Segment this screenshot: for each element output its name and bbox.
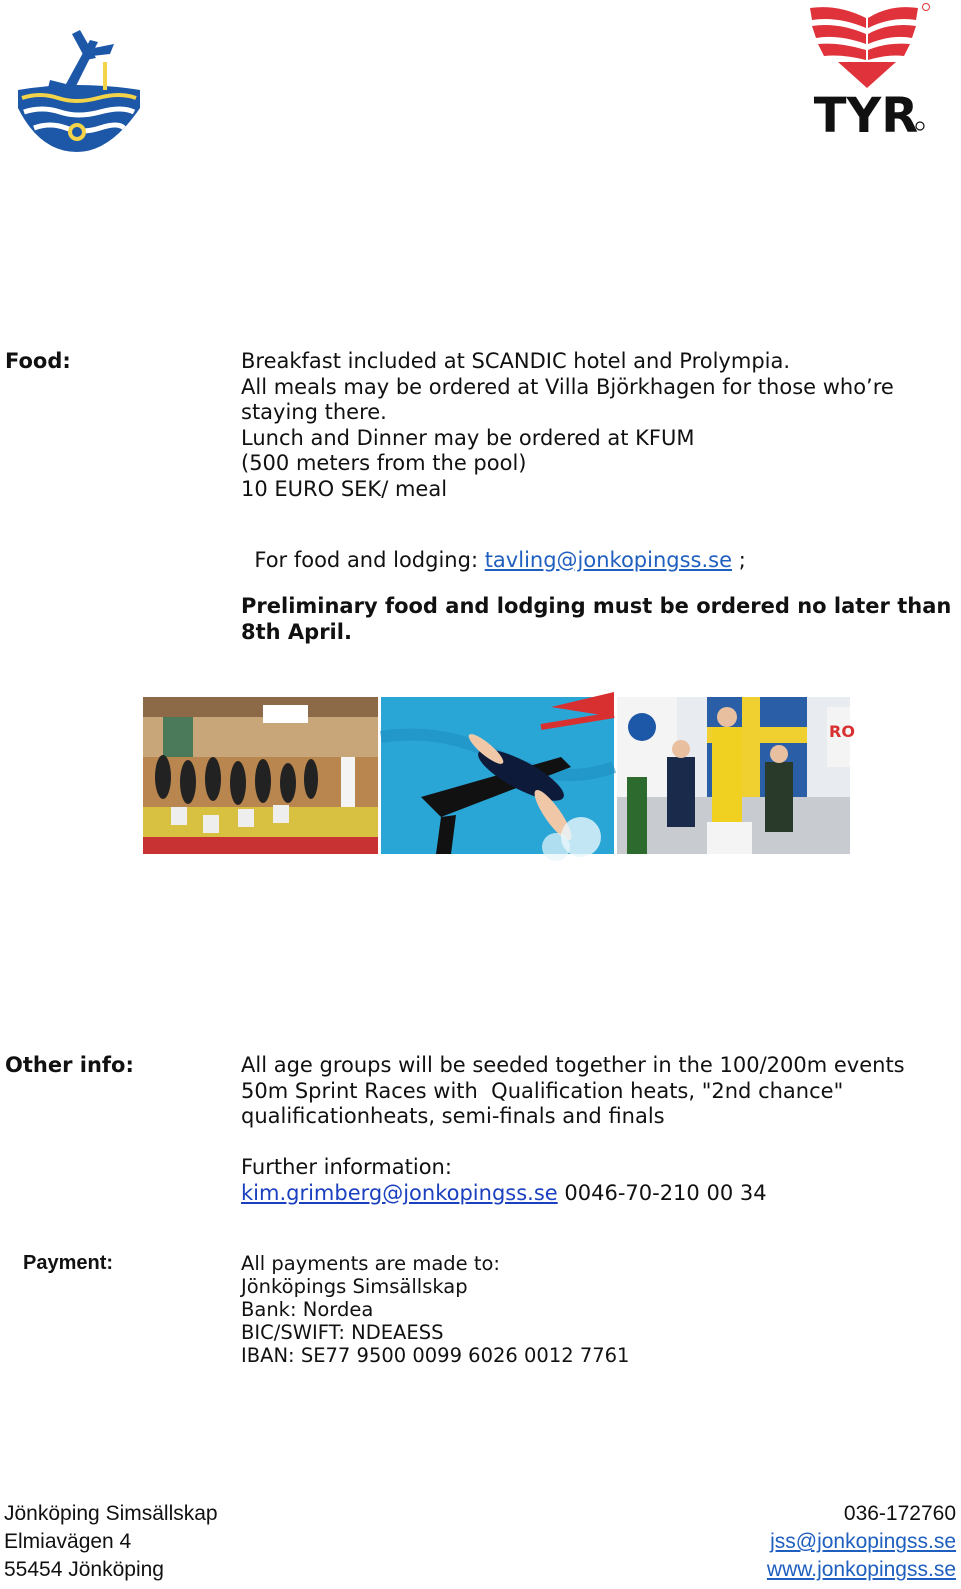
other-info-label: Other info:	[5, 1053, 134, 1077]
food-line: staying there.	[241, 400, 387, 424]
payment-line: Jönköpings Simsällskap	[241, 1275, 468, 1298]
payment-line: BIC/SWIFT: NDEAESS	[241, 1321, 444, 1344]
food-contact-suffix: ;	[732, 547, 746, 572]
food-label: Food:	[5, 349, 71, 373]
further-info-email-link[interactable]: kim.grimberg@jonkopingss.se	[241, 1180, 558, 1205]
footer-web-link[interactable]: www.jonkopingss.se	[766, 1558, 956, 1581]
svg-text:TYR: TYR	[813, 88, 919, 144]
food-line: 10 EURO SEK/ meal	[241, 476, 448, 501]
food-line: Breakfast included at SCANDIC hotel and Prolympia.	[241, 349, 791, 373]
footer-phone: 036-172760	[843, 1502, 956, 1525]
footer-address	[4, 1500, 218, 1584]
photo-starting-blocks	[143, 697, 378, 854]
footer-city: 55454 Jönköping	[4, 1558, 164, 1581]
footer-contact	[767, 1500, 956, 1584]
photo-backstroke-swimmer	[381, 697, 614, 854]
food-contact-prefix: For food and lodging:	[254, 547, 485, 572]
club-logo	[10, 20, 145, 152]
payment-line: All payments are made to:	[241, 1252, 500, 1275]
footer-org: Jönköping Simsällskap	[4, 1502, 218, 1525]
food-contact	[241, 522, 746, 573]
tyr-logo	[808, 2, 933, 144]
deadline-line: Preliminary food and lodging must be ordered no later than	[241, 594, 952, 618]
further-info-phone: 0046-70-210 00 34	[557, 1180, 767, 1205]
svg-text:RO: RO	[829, 722, 855, 741]
footer-email-link[interactable]: jss@jonkopingss.se	[770, 1530, 956, 1553]
further-info	[241, 1155, 767, 1206]
photo-medal-podium	[617, 697, 855, 854]
other-info-details	[241, 1053, 956, 1130]
deadline-line: 8th April.	[241, 619, 352, 644]
payment-line: Bank: Nordea	[241, 1298, 374, 1321]
footer-street: Elmiavägen 4	[4, 1530, 132, 1553]
food-deadline	[241, 594, 961, 645]
payment-label: Payment:	[23, 1252, 114, 1274]
other-line: All age groups will be seeded together in the 100/200m events	[241, 1053, 905, 1077]
further-info-heading: Further information:	[241, 1155, 452, 1179]
food-line: Lunch and Dinner may be ordered at KFUM	[241, 425, 695, 450]
payment-details	[241, 1252, 941, 1367]
food-email-link[interactable]: tavling@jonkopingss.se	[484, 547, 733, 572]
food-line: All meals may be ordered at Villa Björkhagen for those who’re	[241, 374, 894, 399]
food-line: (500 meters from the pool)	[241, 451, 527, 475]
food-details	[241, 349, 956, 502]
other-line: 50m Sprint Races with Qualification heats, "2nd chance"	[241, 1078, 844, 1103]
other-line: qualificationheats, semi-finals and finals	[241, 1104, 665, 1128]
payment-line: IBAN: SE77 9500 0099 6026 0012 7761	[241, 1344, 630, 1367]
